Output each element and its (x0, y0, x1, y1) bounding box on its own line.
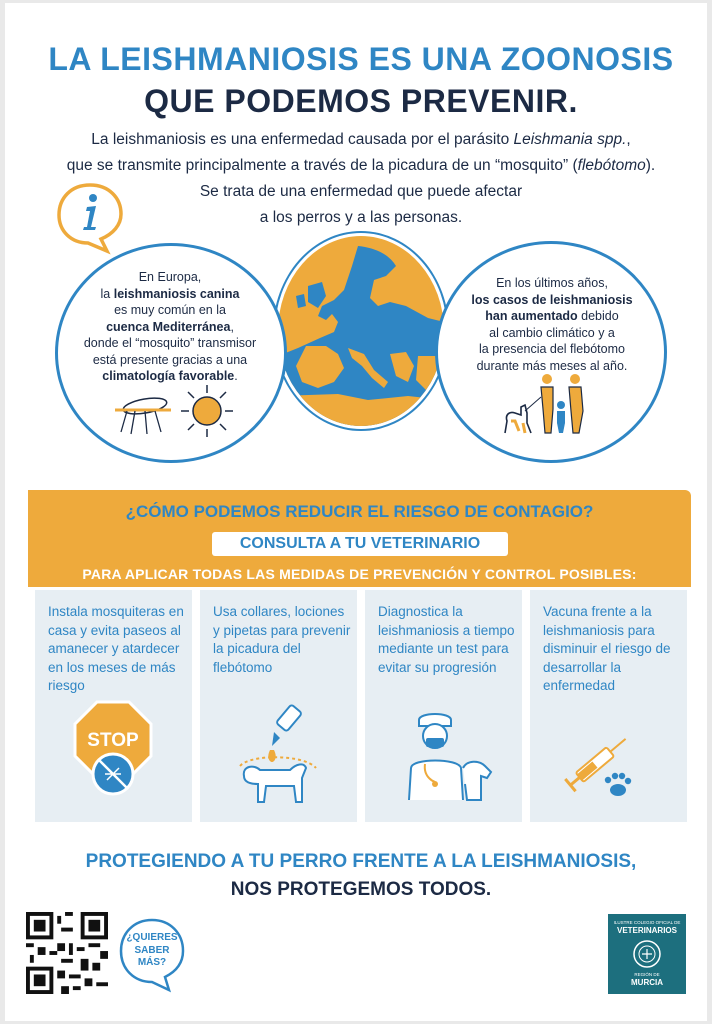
measure-card-3 (365, 590, 522, 822)
consult-vet-label: CONSULTA A TU VETERINARIO (212, 532, 508, 556)
pipette-dog-icon (230, 702, 330, 806)
measure-text-3: Diagnostica la leishmaniosis a tiempo mediante un test para evitar su progresión (378, 604, 515, 675)
logo-top-text: ILUSTRE COLEGIO OFICIAL DE (613, 920, 681, 925)
left-circle-text: En Europa, la leishmaniosis canina es muy común en la cuenca Mediterránea, donde el “mosquito” transmisor está presente gracias a una climatología favorable. (83, 270, 257, 383)
closing-line-1: PROTEGIENDO A TU PERRO FRENTE A LA LEISHMANIOSIS, (85, 851, 637, 872)
apply-measures-text: PARA APLICAR TODAS LAS MEDIDAS DE PREVENCIÓN Y CONTROL POSIBLES: (82, 566, 637, 582)
vet-dog-icon (405, 708, 495, 804)
syringe-paw-icon (558, 722, 638, 802)
logo-name-text: VETERINARIOS (616, 926, 677, 935)
seal-icon (632, 939, 662, 969)
family-walking-dog-icon (497, 371, 597, 437)
measure-text-1: Instala mosquiteras en casa y evita paseos al amanecer y atardecer en los meses de más riesgo (48, 604, 184, 693)
question-heading: ¿CÓMO PODEMOS REDUCIR EL RIESGO DE CONTAGIO? (125, 502, 594, 521)
measure-text-4: Vacuna frente a la leishmaniosis para disminuir el riesgo de desarrollar la enfermedad (543, 604, 671, 693)
poster (5, 3, 707, 1021)
veterinarios-murcia-logo (608, 914, 686, 994)
closing-line-2: NOS PROTEGEMOS TODOS. (230, 879, 492, 900)
measure-card-4 (530, 590, 687, 822)
stop-label: STOP (87, 730, 139, 751)
intro-line-2: que se transmite principalmente a través de la picadura de un “mosquito” (flebótomo). (66, 157, 656, 174)
stop-mosquito-icon (73, 700, 153, 800)
intro-line-3: Se trata de una enfermedad que puede afectar (199, 183, 523, 200)
paw-icon (605, 773, 631, 796)
europe-map-circle (275, 233, 447, 429)
logo-region-text: REGIÓN DE (634, 972, 660, 977)
sun-icon (179, 383, 235, 439)
measure-text-2: Usa collares, lociones y pipetas para prevenir la picadura del flebótomo (213, 604, 351, 675)
logo-city-text: MURCIA (631, 978, 663, 987)
mosquito-icon (113, 386, 177, 436)
intro-line-1: La leishmaniosis es una enfermedad causada por el parásito Leishmania spp., (91, 131, 631, 148)
right-circle-text: En los últimos años, los casos de leishmaniosis han aumentado debido al cambio climático y a la presencia del flebótomo durante más meses al año. (471, 276, 633, 373)
info-bubble-icon (55, 181, 125, 255)
measure-card-1 (35, 590, 192, 822)
title-line-1: LA LEISHMANIOSIS ES UNA ZOONOSIS (48, 41, 674, 77)
more-info-text: ¿QUIERES SABER MÁS? (126, 932, 178, 968)
europe-map-icon (278, 236, 444, 426)
qr-code-icon[interactable] (26, 912, 108, 994)
title-line-2: QUE PODEMOS PREVENIR. (144, 83, 578, 119)
measure-card-2 (200, 590, 357, 822)
intro-line-4: a los perros y a las personas. (259, 209, 463, 226)
